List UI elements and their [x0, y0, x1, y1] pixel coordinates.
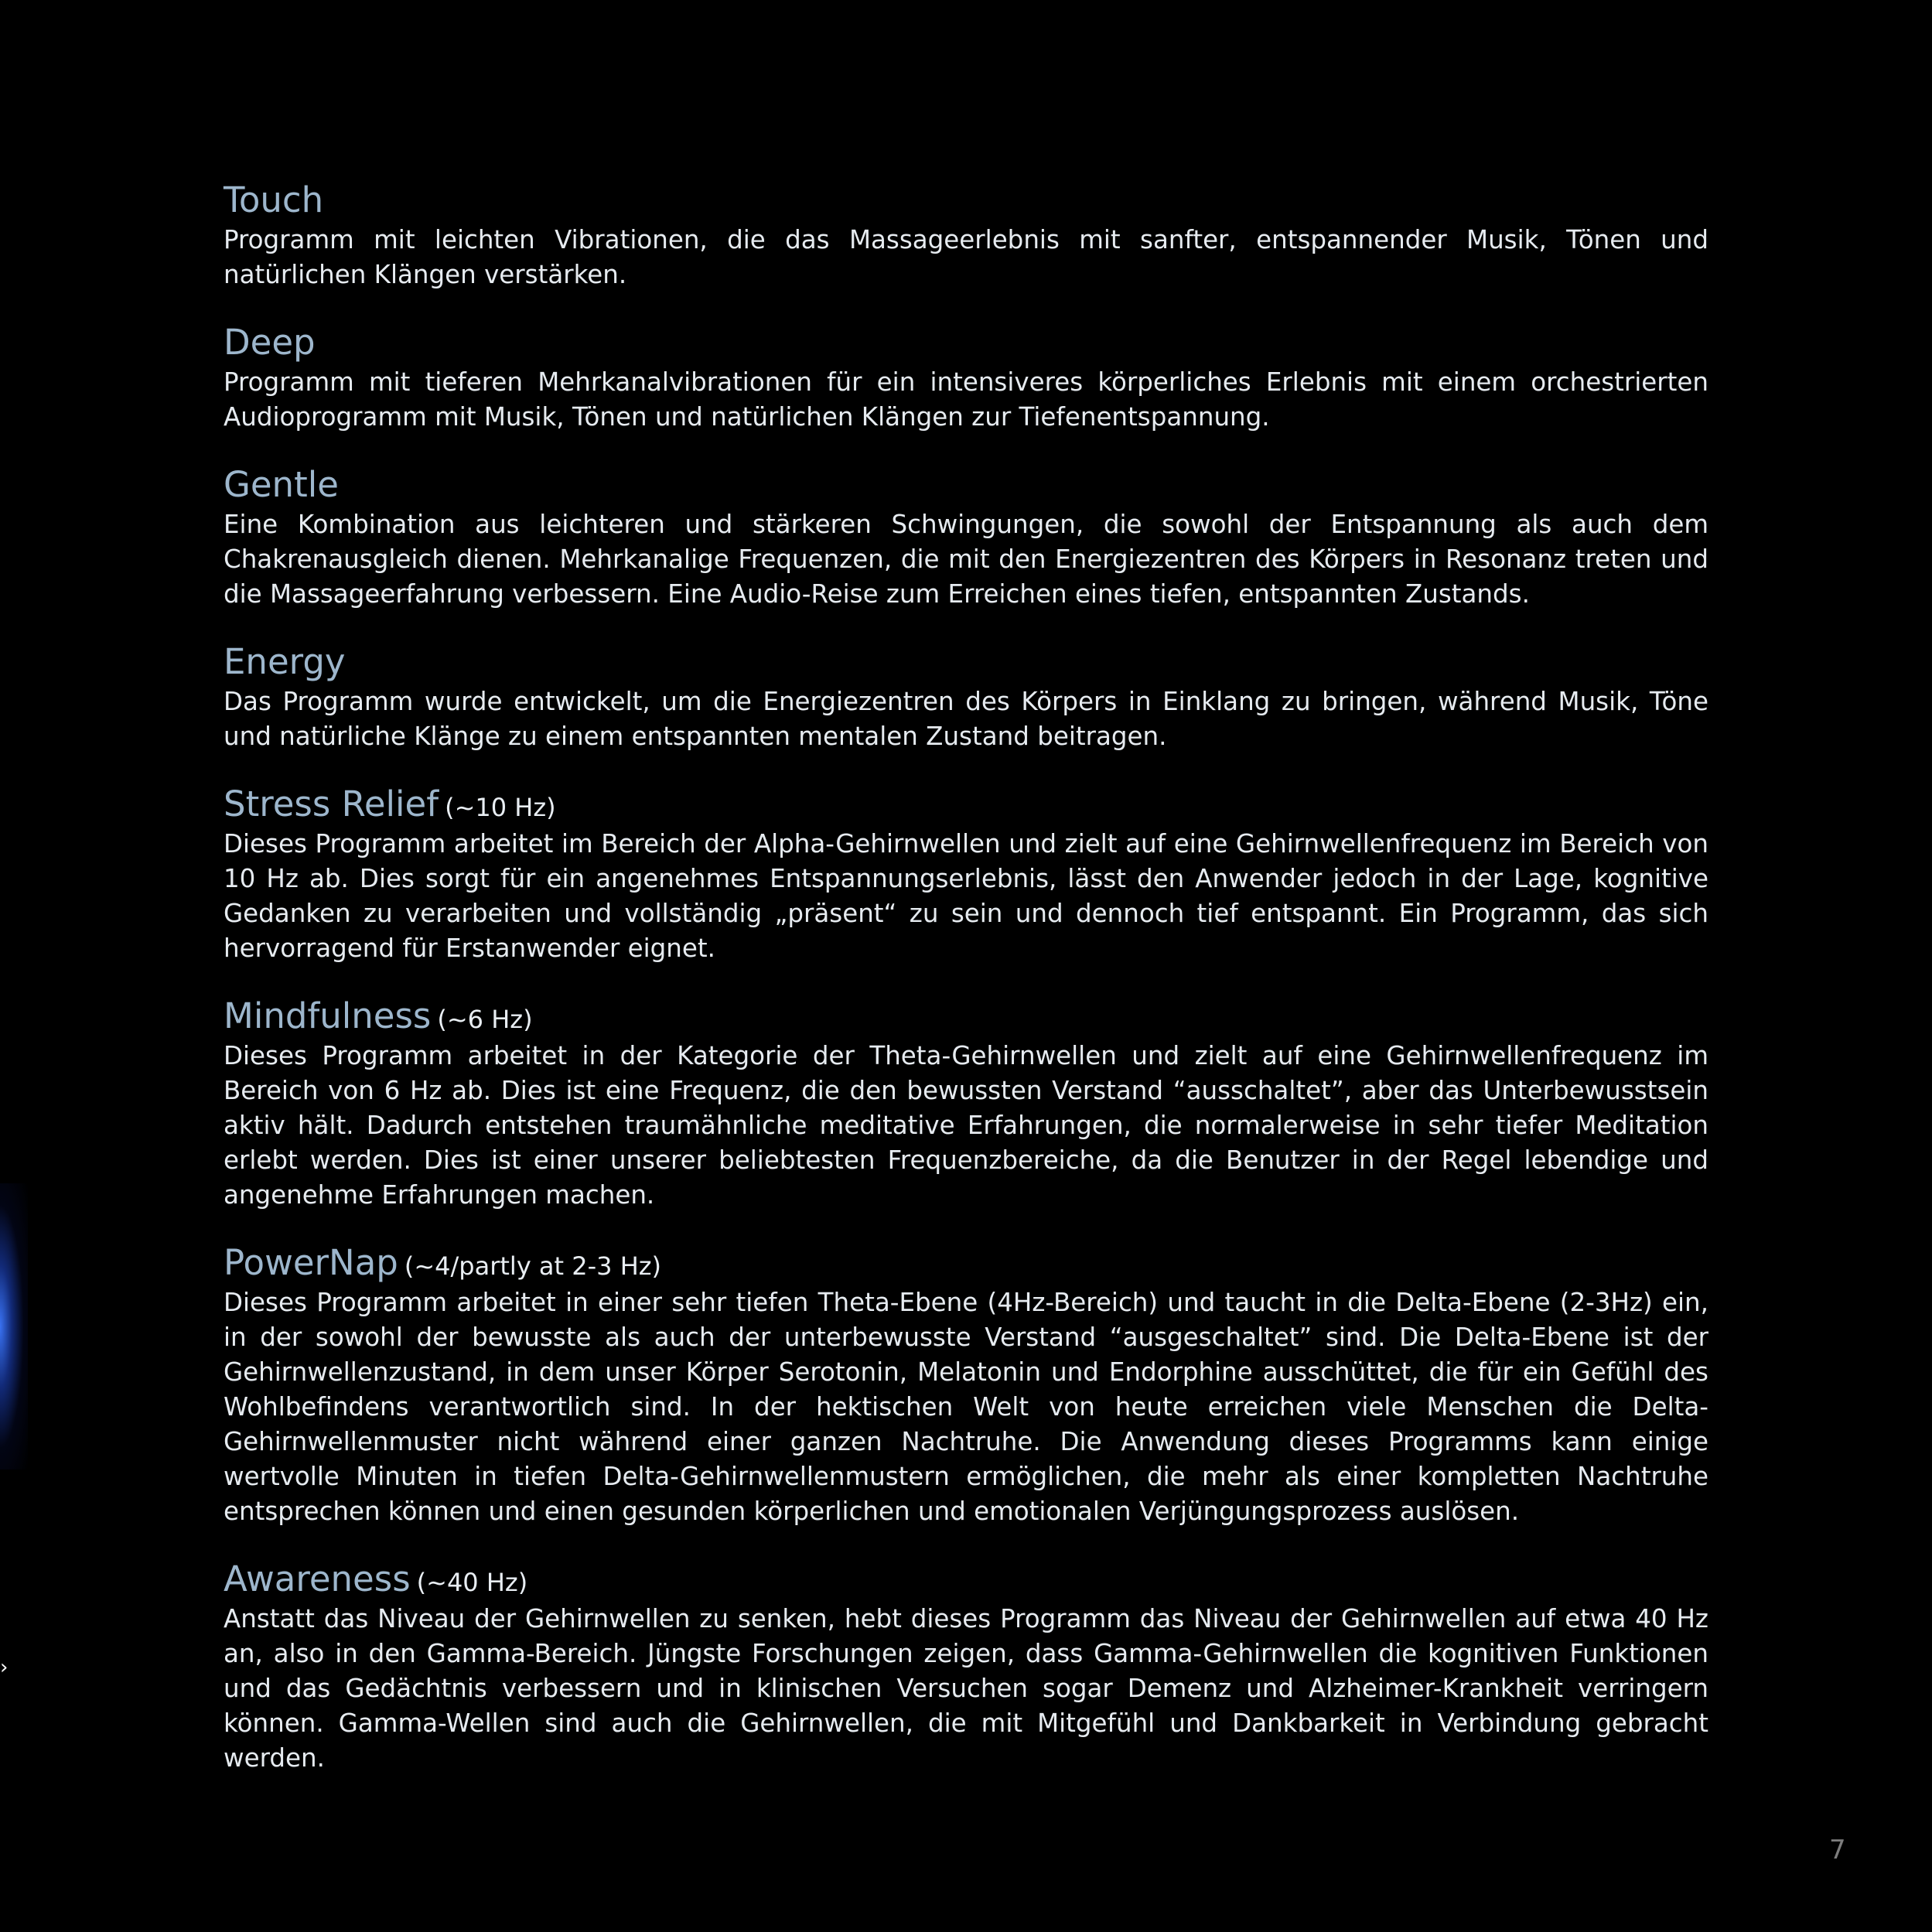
program-description: Dieses Programm arbeitet in der Kategorie der Theta-Gehirnwellen und zielt auf eine Gehirnwellenfrequenz im Bereich von 6 Hz ab. Dies ist eine Frequenz, die den bewussten Verstand “ausschaltet”, aber das Unterbewusstsein aktiv hält. Dadurch entstehen traumähnliche meditative Erfahrungen, die normalerweise in sehr tiefer Meditation erlebt werden. Dies ist einer unserer beliebtesten Frequenzbereiche, da die Benutzer in der Regel lebendige und angenehme Erfahrungen machen. [224, 1041, 1708, 1210]
program-name: Mindfulness [224, 995, 432, 1036]
program-title [224, 1241, 1708, 1285]
chevron-right-icon: › [0, 1656, 9, 1679]
program-title [224, 782, 1708, 827]
program-deep [224, 320, 1708, 435]
program-frequency: (~4/partly at 2-3 Hz) [404, 1251, 662, 1281]
program-frequency: (~10 Hz) [445, 793, 556, 822]
program-awareness [224, 1557, 1708, 1776]
program-frequency: (~40 Hz) [416, 1568, 528, 1597]
program-title [224, 320, 1708, 365]
program-name: Gentle [224, 464, 339, 505]
program-description: Dieses Programm arbeitet im Bereich der Alpha-Gehirnwellen und zielt auf eine Gehirnwellenfrequenz im Bereich von 10 Hz ab. Dies sorgt für ein angenehmes Entspannungserlebnis, lässt den Anwender jedoch in der Lage, kognitive Gedanken zu verarbeiten und vollständig „präsent“ zu sein und dennoch tief entspannt. Ein Programm, das sich hervorragend für Erstanwender eignet. [224, 829, 1708, 963]
program-description: Anstatt das Niveau der Gehirnwellen zu senken, hebt dieses Programm das Niveau der Gehirnwellen auf etwa 40 Hz an, also in den Gamma-Bereich. Jüngste Forschungen zeigen, dass Gamma-Gehirnwellen die kognitiven Funktionen und das Gedächtnis verbessern und in klinischen Versuchen sogar Demenz und Alzheimer-Krankheit verringern können. Gamma-Wellen sind auch die Gehirnwellen, die mit Mitgefühl und Dankbarkeit in Verbindung gebracht werden. [224, 1604, 1708, 1773]
program-name: Awareness [224, 1558, 411, 1599]
program-description: Dieses Programm arbeitet in einer sehr tiefen Theta-Ebene (4Hz-Bereich) und taucht in die Delta-Ebene (2-3Hz) ein, in der sowohl der bewusste als auch der unterbewusste Verstand “ausgeschaltet” sind. Die Delta-Ebene ist der Gehirnwellenzustand, in dem unser Körper Serotonin, Melatonin und Endorphine ausschüttet, die für ein Gefühl des Wohlbefindens verantwortlich sind. In der hektischen Welt von heute erreichen viele Menschen die Delta-Gehirnwellenmuster nicht während einer ganzen Nachtruhe. Die Anwendung dieses Programms kann einige wertvolle Minuten in tiefen Delta-Gehirnwellenmustern ermöglichen, die mehr als einer kompletten Nachtruhe entsprechen können und einen gesunden körperlichen und emotionalen Verjüngungsprozess auslösen. [224, 1288, 1708, 1526]
program-description: Programm mit tieferen Mehrkanalvibrationen für ein intensiveres körperliches Erlebnis mit einem orchestrierten Audioprogramm mit Musik, Tönen und natürlichen Klängen zur Tiefenentspannung. [224, 367, 1708, 432]
program-powernap [224, 1241, 1708, 1529]
page-number: 7 [1829, 1835, 1846, 1865]
program-description: Eine Kombination aus leichteren und stärkeren Schwingungen, die sowohl der Entspannung als auch dem Chakrenausgleich dienen. Mehrkanalige Frequenzen, die mit den Energiezentren des Körpers in Resonanz treten und die Massageerfahrung verbessern. Eine Audio-Reise zum Erreichen eines tiefen, entspannten Zustands. [224, 510, 1708, 609]
program-title [224, 640, 1708, 684]
program-list [224, 178, 1708, 1804]
program-touch [224, 178, 1708, 292]
program-title [224, 463, 1708, 507]
program-description: Programm mit leichten Vibrationen, die das Massageerlebnis mit sanfter, entspannender Musik, Tönen und natürlichen Klängen verstärken. [224, 225, 1708, 289]
program-description: Das Programm wurde entwickelt, um die Energiezentren des Körpers in Einklang zu bringen, während Musik, Töne und natürliche Klänge zu einem entspannten mentalen Zustand beitragen. [224, 687, 1708, 751]
program-energy [224, 640, 1708, 754]
program-name: Energy [224, 641, 346, 682]
program-name: Stress Relief [224, 783, 439, 824]
program-name: Deep [224, 322, 316, 363]
program-title [224, 1557, 1708, 1602]
program-title [224, 178, 1708, 223]
program-name: Touch [224, 179, 324, 220]
program-stress-relief [224, 782, 1708, 966]
program-name: PowerNap [224, 1242, 398, 1283]
left-edge-glow-decoration [0, 1183, 28, 1469]
program-frequency: (~6 Hz) [437, 1005, 533, 1034]
program-gentle [224, 463, 1708, 612]
program-title [224, 994, 1708, 1039]
program-mindfulness [224, 994, 1708, 1213]
